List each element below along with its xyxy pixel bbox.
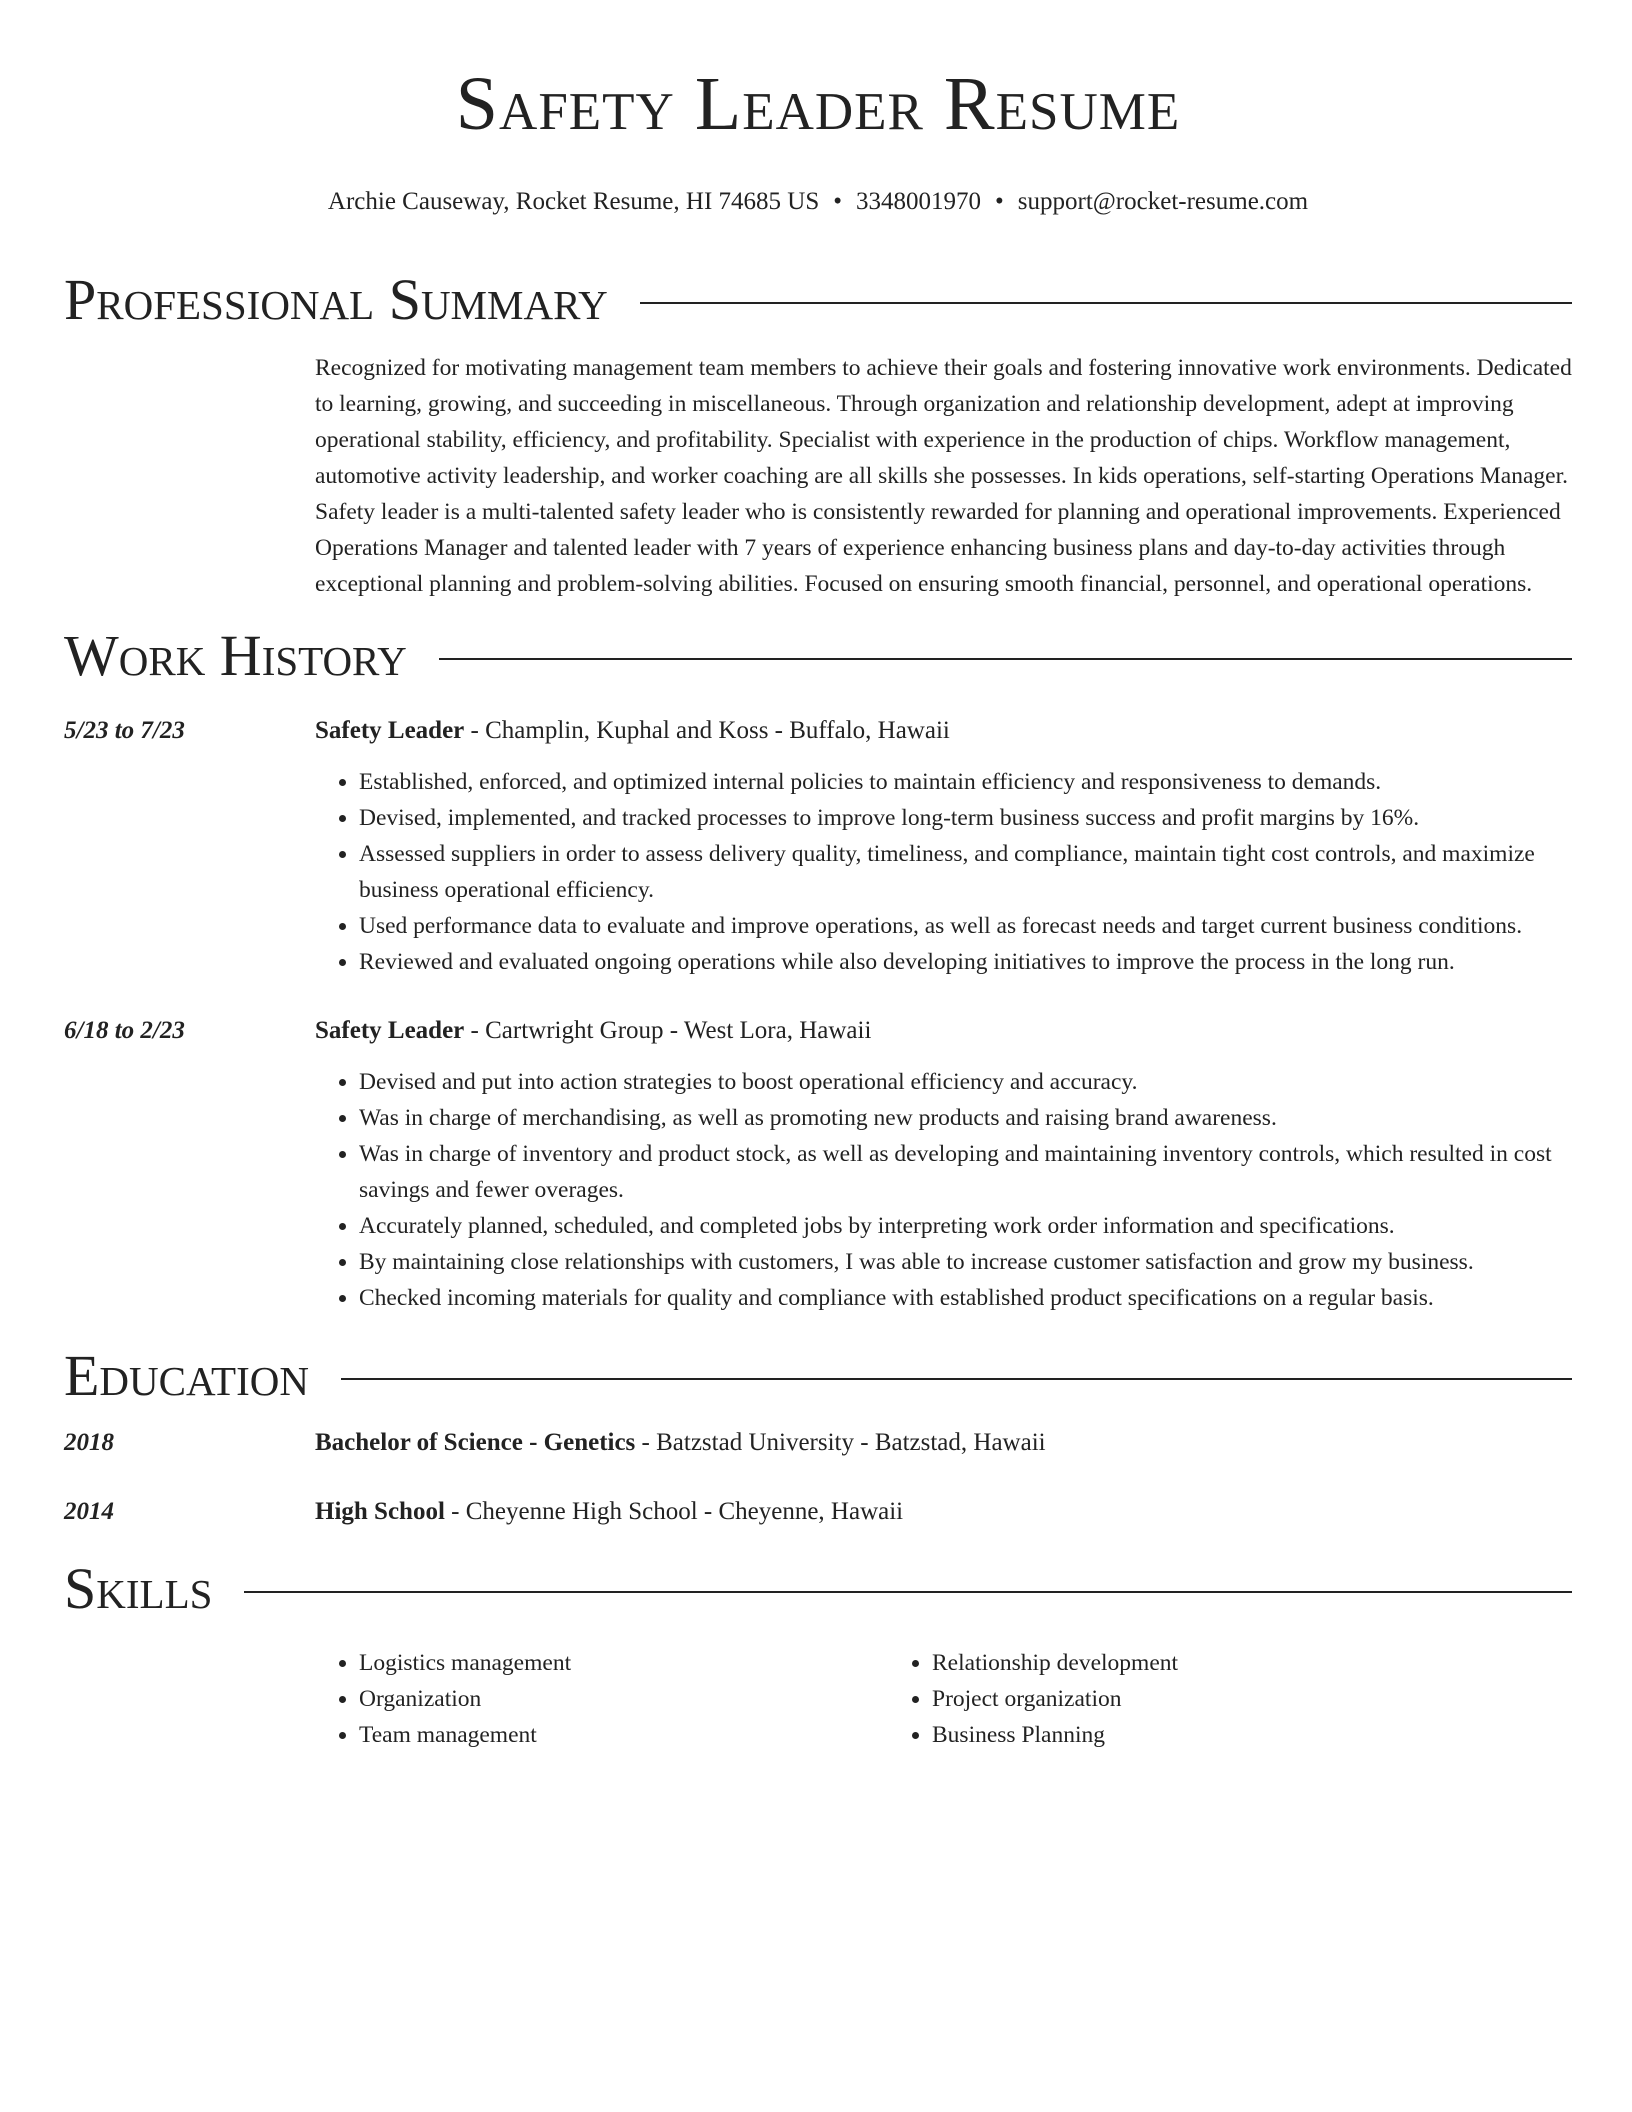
education-details: - Cheyenne High School - Cheyenne, Hawaii	[444, 1498, 904, 1525]
job-dates: 5/23 to 7/23	[64, 717, 185, 744]
section-divider	[244, 1591, 1572, 1593]
work-section-header	[64, 624, 1572, 688]
job-bullet: • Used performance data to evaluate and improve operations, as well as forecast needs and target current business conditions.	[359, 908, 1572, 944]
skills-section-header	[64, 1557, 1572, 1621]
job-title: Safety Leader	[315, 1017, 465, 1044]
resume-page	[64, 0, 1572, 1753]
education-content	[315, 1426, 1572, 1460]
contact-email: support@rocket-resume.com	[1017, 188, 1309, 215]
work-heading: Work History	[64, 623, 407, 688]
skill-item: • Team management	[359, 1717, 888, 1753]
skill-item: • Relationship development	[932, 1645, 1461, 1681]
education-entry	[64, 1426, 1572, 1460]
job-header	[315, 714, 1572, 748]
resume-title: Safety Leader Resume	[455, 62, 1181, 146]
summary-section-header	[64, 268, 1572, 332]
skills-column-right	[888, 1645, 1461, 1753]
education-year: 2014	[64, 1498, 114, 1525]
job-bullet: • Assessed suppliers in order to assess delivery quality, timeliness, and compliance, maintain tight cost controls, and maximize business operational efficiency.	[359, 836, 1572, 908]
job-bullet: • Accurately planned, scheduled, and completed jobs by interpreting work order information and specifications.	[359, 1208, 1572, 1244]
job-entry	[64, 714, 1572, 980]
job-entry	[64, 1014, 1572, 1316]
job-bullets	[315, 1064, 1572, 1316]
job-content	[315, 714, 1572, 980]
skill-item: • Organization	[359, 1681, 888, 1717]
education-degree: High School	[315, 1498, 445, 1525]
job-bullet: • Was in charge of merchandising, as well as promoting new products and raising brand awareness.	[359, 1100, 1572, 1136]
contact-address: Archie Causeway, Rocket Resume, HI 74685 US	[327, 188, 820, 215]
job-title: Safety Leader	[315, 717, 465, 744]
job-bullet: • Reviewed and evaluated ongoing operations while also developing initiatives to improve the process in the long run.	[359, 944, 1572, 980]
skills-column-left	[315, 1645, 888, 1753]
job-content	[315, 1014, 1572, 1316]
summary-text: Recognized for motivating management team members to achieve their goals and fostering innovative work environments. Dedicated to learning, growing, and succeeding in miscellaneous. Through organization and relationship development, adept at improving operational stability, efficiency, and profitability. Specialist with experience in the production of chips. Workflow management, automotive activity leadership, and worker coaching are all skills she possesses. In kids operations, self-starting Operations Manager. Safety leader is a multi-talented safety leader who is consistently rewarded for planning and operational improvements. Experienced Operations Manager and talented leader with 7 years of experience enhancing business plans and day-to-day activities through exceptional planning and problem-solving abilities. Focused on ensuring smooth financial, personnel, and operational operations.	[315, 355, 1572, 597]
job-header	[315, 1014, 1572, 1048]
summary-heading: Professional Summary	[64, 267, 608, 332]
job-bullet: • Devised, implemented, and tracked processes to improve long-term business success and profit margins by 16%.	[359, 800, 1572, 836]
job-bullets	[315, 764, 1572, 980]
education-heading: Education	[64, 1343, 309, 1408]
contact-line	[64, 186, 1572, 218]
job-bullet: • Checked incoming materials for quality and compliance with established product specifications on a regular basis.	[359, 1280, 1572, 1316]
education-year: 2018	[64, 1429, 114, 1456]
section-divider	[640, 302, 1572, 304]
contact-separator: •	[833, 188, 843, 215]
skill-item: • Logistics management	[359, 1645, 888, 1681]
skills-list	[315, 1645, 1572, 1753]
job-bullet: • Devised and put into action strategies to boost operational efficiency and accuracy.	[359, 1064, 1572, 1100]
job-details: - Cartwright Group - West Lora, Hawaii	[464, 1017, 872, 1044]
job-dates: 6/18 to 2/23	[64, 1017, 185, 1044]
education-details: - Batzstad University - Batzstad, Hawaii	[635, 1429, 1046, 1456]
section-divider	[341, 1378, 1572, 1380]
contact-separator: •	[995, 188, 1004, 215]
job-details: - Champlin, Kuphal and Koss - Buffalo, Hawaii	[464, 717, 950, 744]
job-bullet: • Established, enforced, and optimized internal policies to maintain efficiency and responsiveness to demands.	[359, 764, 1572, 800]
education-content	[315, 1495, 1572, 1529]
education-degree: Bachelor of Science - Genetics	[315, 1429, 636, 1456]
skill-item: • Business Planning	[932, 1717, 1461, 1753]
section-divider	[439, 658, 1572, 660]
education-section-header	[64, 1344, 1572, 1408]
education-entry	[64, 1495, 1572, 1529]
job-bullet: • By maintaining close relationships with customers, I was able to increase customer satisfaction and grow my business.	[359, 1244, 1572, 1280]
skills-heading: Skills	[64, 1556, 213, 1621]
contact-phone: 3348001970	[856, 188, 982, 215]
job-bullet: • Was in charge of inventory and product stock, as well as developing and maintaining inventory controls, which resulted in cost savings and fewer overages.	[359, 1136, 1572, 1208]
skill-item: • Project organization	[932, 1681, 1461, 1717]
